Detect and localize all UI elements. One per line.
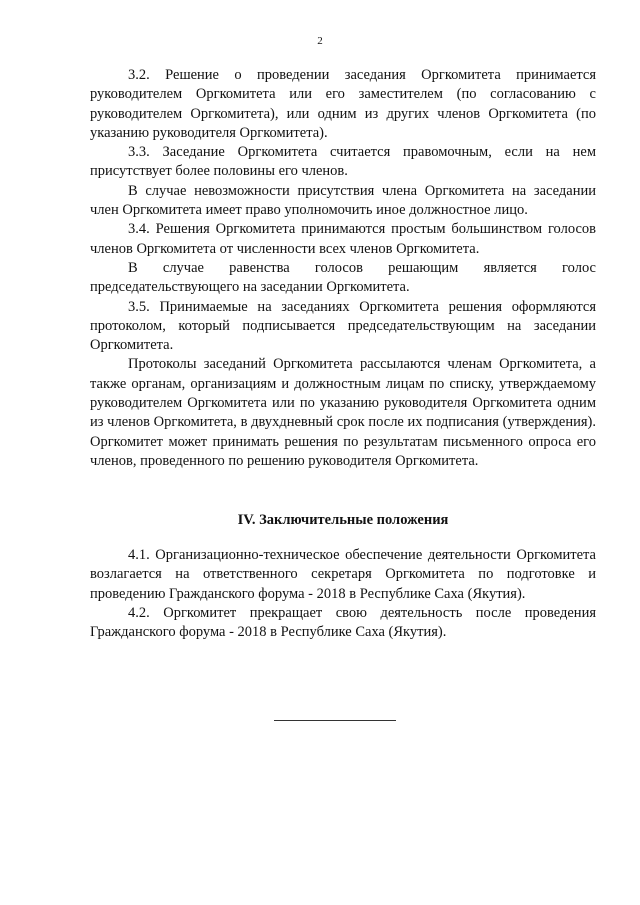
paragraph-3-3: 3.3. Заседание Оргкомитета считается правомочным, если на нем присутствует более половины его членов. (90, 144, 596, 180)
paragraph-3-4: 3.4. Решения Оргкомитета принимаются простым большинством голосов членов Оргкомитета от численности всех членов Оргкомитета. (90, 221, 596, 257)
paragraph-3-3-delegation: В случае невозможности присутствия члена Оргкомитета на заседании член Оргкомитета имеет право уполномочить иное должностное лицо. (90, 182, 596, 219)
paragraph-3-4-tie-vote: В случае равенства голосов решающим является голос председательствующего на заседании Оргкомитета. (90, 259, 596, 296)
closing-divider (274, 720, 396, 721)
section-four-body (90, 546, 596, 642)
paragraph-3-2: 3.2. Решение о проведении заседания Оргкомитета принимается руководителем Оргкомитета или его заместителем (по согласованию с руководителем Оргкомитета), или одним из других членов Оргкомитета (по указанию руководителя Оргкомитета). (90, 67, 596, 141)
paragraph-4-2: 4.2. Оргкомитет прекращает свою деятельность после проведения Гражданского форума - 2018 в Республике Саха (Якутия). (90, 604, 596, 641)
paragraph-3-5-protocols: Протоколы заседаний Оргкомитета рассылаются членам Оргкомитета, а также органам, организациям и должностным лицам по списку, утверждаемому руководителем Оргкомитета или по указанию руководителя Оргкомитета одним из членов Оргкомитета, в двухдневный срок после их подписания (утверждения). Оргкомитет может принимать решения по результатам письменного опроса его членов, проведенного по решению руководителя Оргкомитета. (90, 356, 596, 469)
section-three-body (90, 66, 596, 471)
section-heading: IV. Заключительные положения (237, 512, 449, 528)
paragraph-3-5: 3.5. Принимаемые на заседаниях Оргкомитета решения оформляются протоколом, который подписывается председательствующим на заседании Оргкомитета. (90, 298, 596, 354)
page-number: 2 (317, 35, 323, 47)
paragraph-4-1: 4.1. Организационно-техническое обеспечение деятельности Оргкомитета возлагается на ответственного секретаря Оргкомитета по подготовке и проведению Гражданского форума - 2018 в Республике Саха (Якутия). (90, 547, 596, 602)
